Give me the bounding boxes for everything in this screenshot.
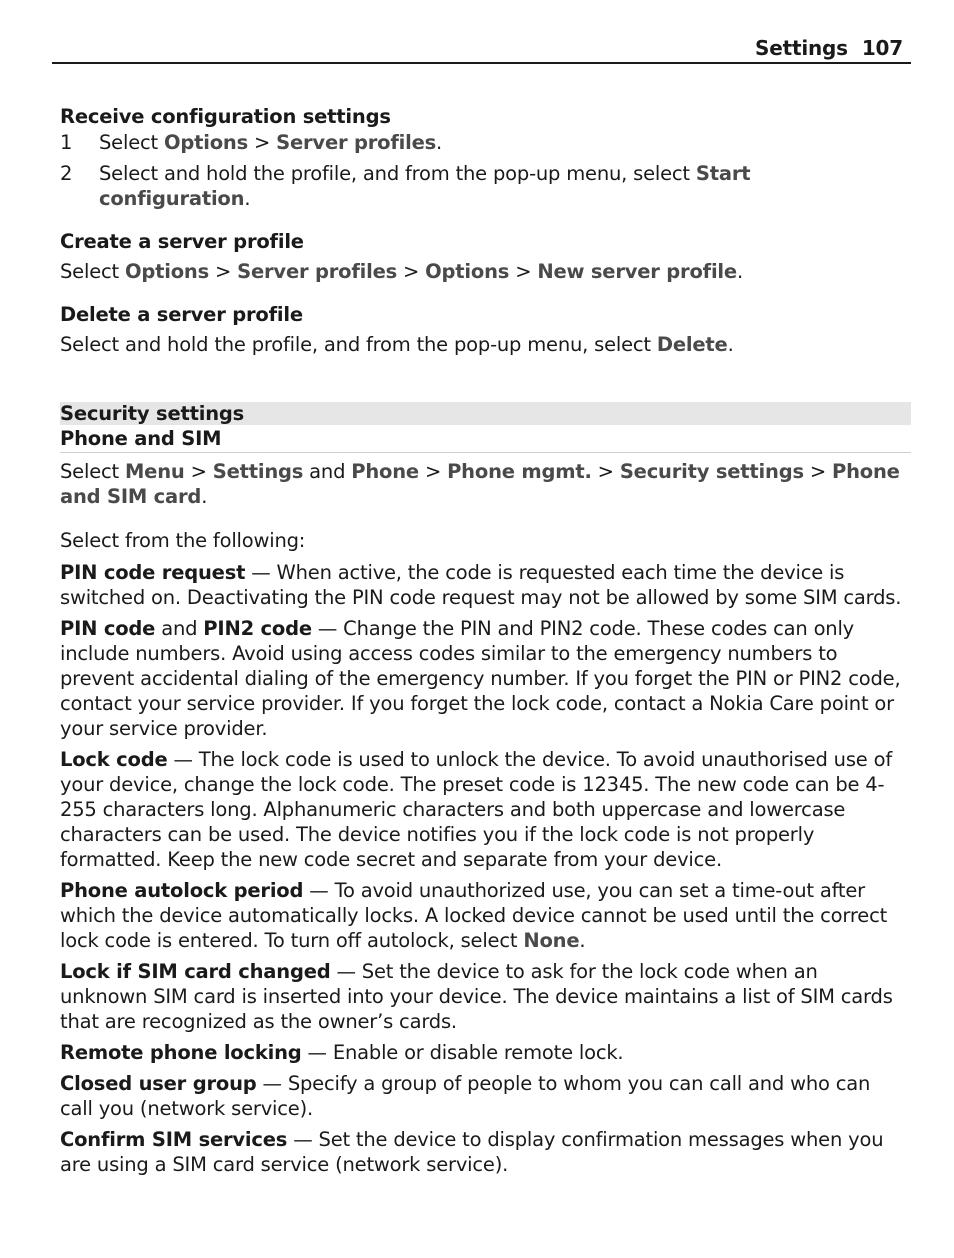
menu-delete: Delete — [656, 333, 728, 356]
receive-config-heading: Receive configuration settings — [60, 105, 391, 128]
page-content — [60, 104, 906, 1183]
term: Confirm SIM services — [60, 1128, 288, 1151]
description: — Specify a group of people to whom you can call and who can call you (network service). — [60, 1072, 871, 1120]
delete-profile-instructions — [60, 332, 906, 357]
term: PIN code request — [60, 561, 246, 584]
description: — When active, the code is requested each time the device is switched on. Deactivating the PIN code request may not be allowed by some SIM cards. — [60, 561, 902, 609]
menu-new-server-profile: New server profile — [537, 260, 737, 283]
description: — To avoid unauthorized use, you can set a time-out after which the device automatically locks. A locked device cannot be used until the correct lock code is entered. To turn off autolock, select — [60, 879, 888, 952]
header-section-title: Settings — [755, 36, 848, 60]
term: PIN code — [60, 617, 156, 640]
text: and — [303, 460, 352, 483]
menu-menu: Menu — [124, 460, 185, 483]
entry-pin-code — [60, 616, 906, 741]
text: . — [201, 485, 208, 508]
menu-start-configuration: Start configuration — [99, 162, 751, 210]
menu-security-settings: Security settings — [619, 460, 804, 483]
menu-server-profiles: Server profiles — [237, 260, 398, 283]
step-text: . — [436, 131, 443, 154]
entry-confirm-sim-services — [60, 1127, 906, 1177]
text: and — [155, 617, 204, 640]
term: Lock if SIM card changed — [60, 960, 331, 983]
description: — Enable or disable remote lock. — [301, 1041, 624, 1064]
menu-options: Options — [124, 260, 209, 283]
menu-separator: > — [418, 460, 448, 483]
text: . — [727, 333, 734, 356]
menu-separator: > — [397, 260, 426, 283]
text: Select — [60, 460, 125, 483]
select-intro: Select from the following: — [60, 529, 306, 552]
description: — Set the device to ask for the lock code when an unknown SIM card is inserted into your device. The device maintains a list of SIM cards that are recognized as the owner’s cards. — [60, 960, 893, 1033]
delete-profile-heading: Delete a server profile — [60, 303, 303, 326]
menu-phone-mgmt: Phone mgmt. — [447, 460, 592, 483]
security-settings-section-title: Security settings — [60, 402, 911, 425]
menu-phone-and-sim-card: Phone and SIM card — [60, 460, 900, 508]
description: — Change the PIN and PIN2 code. These codes can only include numbers. Avoid using access codes similar to the emergency numbers to prevent accidental dialing of the emergency number. If you forget the PIN or PIN2 code, contact your service provider. If you forget the lock code, contact a Nokia Care point or your service provider. — [60, 617, 901, 740]
description: — Set the device to display confirmation messages when you are using a SIM card service (network service). — [60, 1128, 884, 1176]
create-profile-instructions — [60, 259, 906, 284]
menu-phone: Phone — [351, 460, 419, 483]
receive-config-step-2 — [60, 161, 906, 211]
page-number: 107 — [861, 36, 903, 60]
step-text: . — [244, 187, 251, 210]
menu-settings: Settings — [212, 460, 304, 483]
page-header — [52, 36, 911, 64]
text: . — [736, 260, 743, 283]
menu-separator: > — [248, 131, 277, 154]
phone-and-sim-path — [60, 459, 906, 509]
menu-separator: > — [803, 460, 833, 483]
create-profile-heading: Create a server profile — [60, 230, 304, 253]
entry-lock-code — [60, 747, 906, 872]
menu-options: Options — [425, 260, 510, 283]
entry-pin-code-request — [60, 560, 906, 610]
term: PIN2 code — [203, 617, 312, 640]
entry-lock-if-sim-changed — [60, 959, 906, 1034]
step-text: Select — [99, 131, 164, 154]
receive-config-step-1 — [60, 130, 906, 155]
menu-none: None — [523, 929, 580, 952]
phone-and-sim-subheading: Phone and SIM — [60, 425, 911, 453]
term: Phone autolock period — [60, 879, 304, 902]
step-text: Select and hold the profile, and from the pop-up menu, select — [99, 162, 696, 185]
step-number: 1 — [60, 131, 73, 154]
menu-separator: > — [509, 260, 538, 283]
menu-options: Options — [163, 131, 248, 154]
entry-remote-phone-locking — [60, 1040, 906, 1065]
entry-closed-user-group — [60, 1071, 906, 1121]
step-number: 2 — [60, 162, 73, 185]
description: — The lock code is used to unlock the device. To avoid unauthorised use of your device, change the lock code. The preset code is 12345. The new code can be 4-255 characters long. Alphanumeric characters and both uppercase and lowercase characters can be used. The device notifies you if the lock code is not properly formatted. Keep the new code secret and separate from your device. — [60, 748, 892, 871]
menu-server-profiles: Server profiles — [276, 131, 437, 154]
term: Lock code — [60, 748, 168, 771]
text: Select — [60, 260, 125, 283]
term: Closed user group — [60, 1072, 257, 1095]
menu-separator: > — [591, 460, 620, 483]
menu-separator: > — [209, 260, 238, 283]
entry-phone-autolock-period — [60, 878, 906, 953]
text: . — [579, 929, 586, 952]
menu-separator: > — [184, 460, 213, 483]
term: Remote phone locking — [60, 1041, 302, 1064]
text: Select and hold the profile, and from the pop-up menu, select — [60, 333, 657, 356]
